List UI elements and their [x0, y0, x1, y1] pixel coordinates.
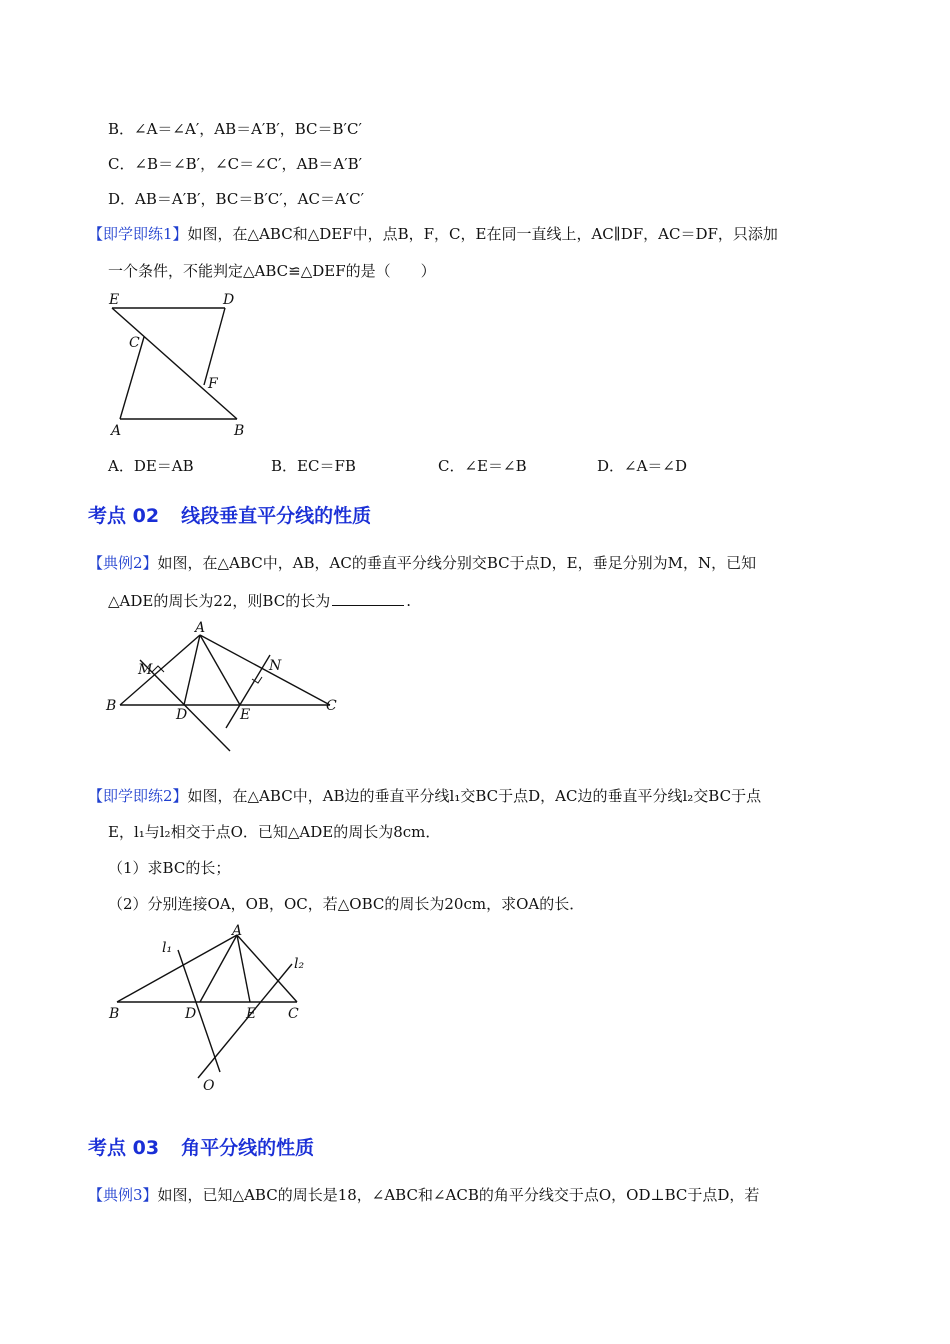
example3-tag: 【典例3】: [88, 1186, 158, 1204]
section2-title: 线段垂直平分线的性质: [181, 505, 372, 527]
label-A2: A: [195, 620, 206, 636]
label-E3: E: [246, 1006, 257, 1022]
practice2-tag: 【即学即练2】: [88, 787, 188, 805]
label-l1: l₁: [162, 940, 173, 956]
line-BA: [120, 635, 200, 705]
practice1-option-c: C．∠E＝∠B: [438, 457, 527, 475]
option-c: C．∠B＝∠B′，∠C＝∠C′，AB＝A′B′: [108, 155, 363, 173]
label-C2: C: [326, 698, 337, 714]
label-O3: O: [203, 1078, 215, 1094]
option-b: B．∠A＝∠A′，AB＝A′B′，BC＝B′C′: [108, 120, 362, 138]
example2-line1: [88, 553, 756, 573]
label-C: C: [129, 335, 140, 351]
section3-number: 考点 03: [88, 1137, 160, 1159]
label-B2: B: [106, 698, 117, 714]
label-E2: E: [240, 707, 251, 723]
example2-line2: [108, 591, 411, 611]
section2-heading: [88, 501, 371, 528]
practice1-option-d: D．∠A＝∠D: [597, 457, 688, 475]
section3-title: 角平分线的性质: [181, 1137, 315, 1159]
label-F: F: [208, 376, 218, 392]
label-A: A: [111, 423, 122, 439]
example2-text2: △ADE的周长为22，则BC的长为: [108, 592, 331, 610]
label-E: E: [109, 292, 120, 308]
line-DF: [204, 308, 225, 385]
example2-text2-end: .: [406, 592, 411, 610]
label-A3: A: [232, 923, 243, 939]
example2-figure: [100, 615, 350, 760]
example3-line1: [88, 1185, 759, 1205]
example3-text1: 如图，已知△ABC的周长是18，∠ABC和∠ACB的角平分线交于点O，OD⊥BC于点D，若: [157, 1186, 760, 1204]
label-C3: C: [288, 1006, 299, 1022]
practice1-tag: 【即学即练1】: [88, 225, 188, 243]
practice2-figure: [100, 920, 320, 1095]
practice2-text1: 如图，在△ABC中，AB边的垂直平分线l₁交BC于点D，AC边的垂直平分线l₂交BC于点: [187, 787, 762, 805]
example2-text1: 如图，在△ABC中，AB，AC的垂直平分线分别交BC于点D，E，垂足分别为M，N，已知: [157, 554, 757, 572]
label-B: B: [234, 423, 245, 439]
label-D: D: [223, 292, 235, 308]
label-B3: B: [109, 1006, 120, 1022]
label-D2: D: [176, 707, 188, 723]
answer-blank[interactable]: [332, 591, 404, 606]
practice2-line1: [88, 786, 761, 806]
practice2-line2: E，l₁与l₂相交于点O．已知△ADE的周长为8cm．: [108, 823, 441, 841]
label-D3: D: [185, 1006, 197, 1022]
label-N: N: [269, 658, 282, 674]
practice1-option-a: A．DE＝AB: [108, 457, 194, 475]
practice2-q1: （1）求BC的长；: [108, 859, 231, 877]
label-M: M: [138, 662, 153, 678]
option-d: D．AB＝A′B′，BC＝B′C′，AC＝A′C′: [108, 190, 365, 208]
label-l2: l₂: [294, 956, 305, 972]
example2-tag: 【典例2】: [88, 554, 158, 572]
line-AE3: [237, 935, 250, 1002]
line-AD: [184, 635, 200, 705]
practice1-line1: [88, 224, 778, 244]
practice2-q2: （2）分别连接OA，OB，OC，若△OBC的周长为20cm，求OA的长．: [108, 895, 585, 913]
practice1-text1: 如图，在△ABC和△DEF中，点B，F，C，E在同一直线上，AC∥DF，AC＝DF，只添加: [187, 225, 778, 243]
section2-number: 考点 02: [88, 505, 160, 527]
section3-heading: [88, 1133, 314, 1160]
practice1-option-b: B．EC＝FB: [271, 457, 356, 475]
practice1-line2: 一个条件，不能判定△ABC≌△DEF的是（ ）: [108, 262, 436, 280]
practice1-figure: [100, 288, 260, 443]
line-EB: [112, 308, 237, 419]
